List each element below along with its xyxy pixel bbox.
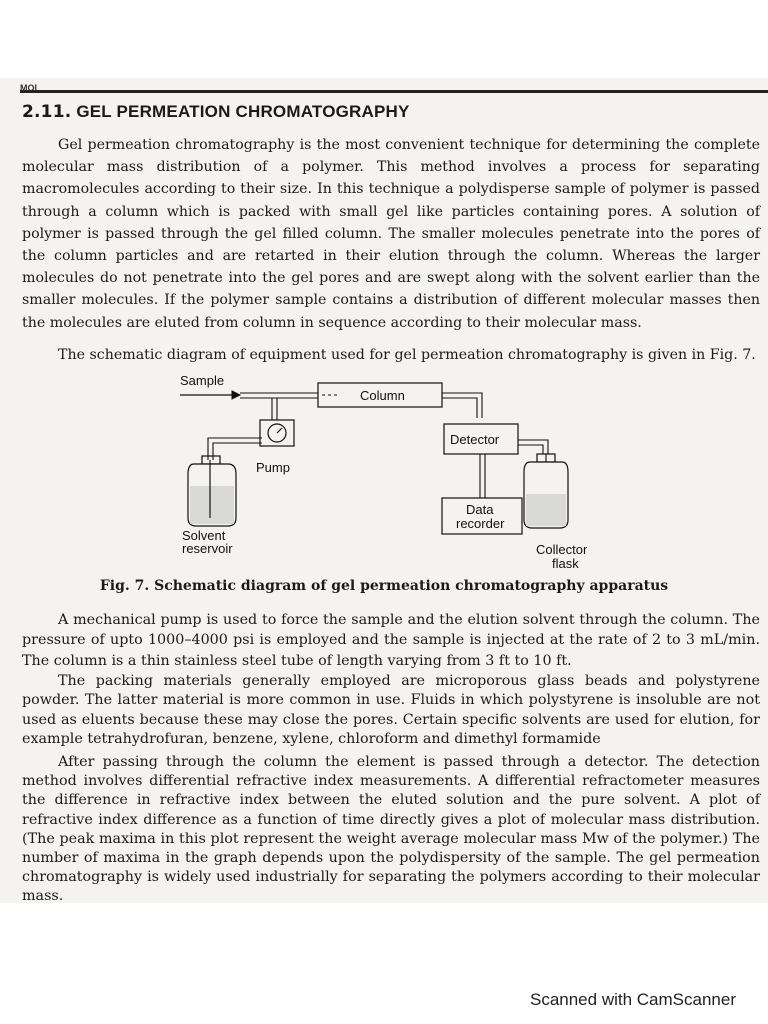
solvent-reservoir-icon [188,456,236,526]
header-rule [20,90,768,93]
solvent-label-2: reservoir [182,541,233,556]
paragraph-intro: Gel permeation chromatography is the most convenient technique for determining the complete molecular mass distribution of a polymer. This method involves a process for separating macromolecules according to their size. In this technique a polydisperse sample of polymer is passed through a column which is packed with small gel like particles containing pores. A solution of polymer is passed through the gel filled column. The smaller molecules penetrate into the pores of the column particles and are retarted in their elution through the column. Whereas the larger molecules do not penetrate into the gel pores and are swept along with the solvent earlier than the smaller molecules. If the polymer sample contains a distribution of different molecular masses then the molecules are eluted from column in sequence according to their molecular mass. [22,137,760,331]
paragraph-figure-ref: The schematic diagram of equipment used for gel permeation chromatography is given in Fig. 7. [58,347,756,363]
section-number: 2.11. [22,102,72,122]
sample-label: Sample [180,373,225,388]
paragraph-packing: The packing materials generally employed are microporous glass beads and polystyrene powder. The latter material is more common in use. Fluids in which polystyrene is insoluble are not used as eluents because these may close the pores. Certain specific solvents are used for elution, for example tetrahydrofuran, benzene, xylene, chloroform and dimethyl formamide [22,673,760,748]
tubing [208,393,548,513]
column-label: Column [360,388,405,403]
solvent-label-1: Solvent [182,528,226,543]
paragraph-pump: A mechanical pump is used to force the sample and the elution solvent through the column. The pressure of upto 1000–4000 psi is employed and the sample is injected at the rate of 2 to 3 mL/min. The column is a thin stainless steel tube of length varying from 3 ft to 10 ft. [22,612,760,669]
detector-label: Detector [450,432,500,447]
figure-caption: Fig. 7. Schematic diagram of gel permeation chromatography apparatus [99,578,669,594]
running-head: MOL [20,83,40,93]
data-recorder-label-1: Data [466,502,494,517]
collector-flask-icon [524,454,568,528]
scanner-watermark: Scanned with CamScanner [529,990,736,1009]
collector-label-2: flask [552,556,579,571]
collector-label-1: Collector [536,542,588,557]
pump-label: Pump [256,460,290,475]
gpc-apparatus-diagram [160,368,620,576]
sample-arrow [180,391,240,399]
data-recorder-label-2: recorder [456,516,505,531]
section-title: GEL PERMEATION CHROMATOGRAPHY [76,102,410,121]
paragraph-detection: After passing through the column the element is passed through a detector. The detection method involves differential refractive index measurements. A differential refractometer measures the difference in refractive index between the eluted solution and the pure solvent. A plot of refractive index difference as a function of time directly gives a plot of molecular mass distribution. (The peak maxima in this plot represent the weight average molecular mass Mw of the polymer.) The number of maxima in the graph depends upon the polydispersity of the sample. The gel permeation chromatography is widely used industrially for separating the polymers according to their molecular mass. [22,754,760,905]
section-heading [22,102,410,122]
